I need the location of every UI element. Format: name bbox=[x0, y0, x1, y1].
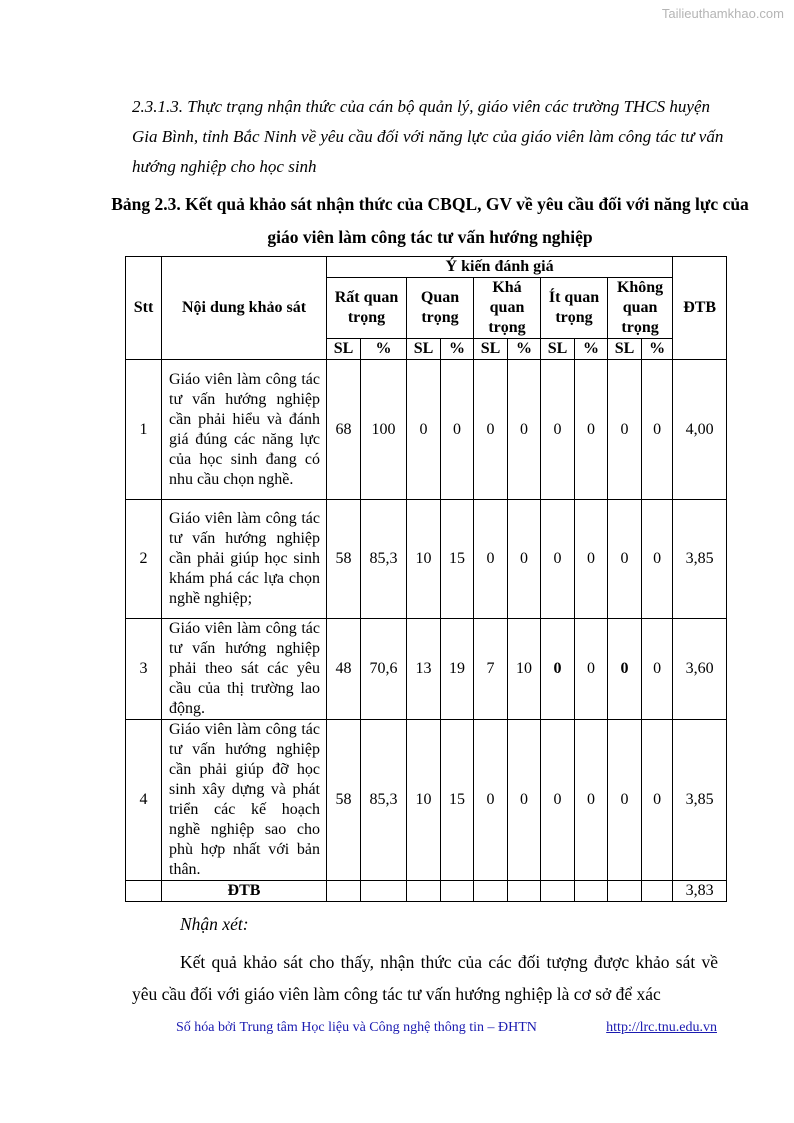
row-content: Giáo viên làm công tác tư vấn hướng nghiệp cần phải giúp đỡ học sinh xây dựng và phát triển các kế hoạch nghề nghiệp sao cho phù hợp nhất với bản thân. bbox=[162, 720, 327, 881]
header-sl: SL bbox=[327, 339, 361, 360]
row-content: Giáo viên làm công tác tư vấn hướng nghiệp cần phải hiểu và đánh giá đúng các năng lực của học sinh đang có nhu cầu chọn nghề. bbox=[162, 360, 327, 500]
cell-value: 0 bbox=[508, 720, 541, 881]
header-sl: SL bbox=[407, 339, 441, 360]
cell-value: 0 bbox=[608, 360, 642, 500]
cell-value: 0 bbox=[575, 360, 608, 500]
cell-value: 7 bbox=[474, 619, 508, 720]
row-dtb: 3,85 bbox=[673, 500, 727, 619]
row-content: Giáo viên làm công tác tư vấn hướng nghiệp phải theo sát các yêu cầu của thị trường lao động. bbox=[162, 619, 327, 720]
row-stt: 3 bbox=[126, 619, 162, 720]
empty-cell bbox=[575, 881, 608, 902]
header-level: Quan trọng bbox=[407, 278, 474, 339]
cell-value: 0 bbox=[608, 500, 642, 619]
header-stt: Stt bbox=[126, 257, 162, 360]
header-sl: SL bbox=[608, 339, 642, 360]
total-row bbox=[126, 881, 727, 902]
cell-value: 0 bbox=[642, 720, 673, 881]
cell-value: 85,3 bbox=[361, 720, 407, 881]
empty-cell bbox=[441, 881, 474, 902]
total-dtb: 3,83 bbox=[673, 881, 727, 902]
header-pct: % bbox=[441, 339, 474, 360]
cell-value: 68 bbox=[327, 360, 361, 500]
header-pct: % bbox=[508, 339, 541, 360]
cell-value: 10 bbox=[508, 619, 541, 720]
row-dtb: 3,85 bbox=[673, 720, 727, 881]
header-level: Rất quan trọng bbox=[327, 278, 407, 339]
empty-cell bbox=[126, 881, 162, 902]
cell-value: 19 bbox=[441, 619, 474, 720]
cell-value: 0 bbox=[642, 500, 673, 619]
cell-value: 0 bbox=[508, 360, 541, 500]
header-pct: % bbox=[642, 339, 673, 360]
cell-value: 0 bbox=[474, 360, 508, 500]
table-title: Bảng 2.3. Kết quả khảo sát nhận thức của CBQL, GV về yêu cầu đối với năng lực của giáo viên làm công tác tư vấn hướng nghiệp bbox=[111, 194, 749, 247]
footer-text: Số hóa bởi Trung tâm Học liệu và Công nghệ thông tin – ĐHTN bbox=[176, 1020, 537, 1035]
row-stt: 4 bbox=[126, 720, 162, 881]
footer bbox=[176, 1020, 717, 1036]
header-level: Khá quan trọng bbox=[474, 278, 541, 339]
header-opinion: Ý kiến đánh giá bbox=[327, 257, 673, 278]
header-content: Nội dung khảo sát bbox=[162, 257, 327, 360]
cell-value: 0 bbox=[575, 720, 608, 881]
empty-cell bbox=[541, 881, 575, 902]
header-level: Không quan trọng bbox=[608, 278, 673, 339]
cell-value: 58 bbox=[327, 720, 361, 881]
cell-value: 0 bbox=[608, 619, 642, 720]
table-row bbox=[126, 360, 727, 500]
footer-link[interactable]: http://lrc.tnu.edu.vn bbox=[606, 1020, 717, 1035]
row-dtb: 4,00 bbox=[673, 360, 727, 500]
watermark: Tailieuthamkhao.com bbox=[661, 6, 784, 21]
empty-cell bbox=[407, 881, 441, 902]
section-heading: 2.3.1.3. Thực trạng nhận thức của cán bộ quản lý, giáo viên các trường THCS huyện Gia Bình, tỉnh Bắc Ninh về yêu cầu đối với năng lực của giáo viên làm công tác tư vấn hướng nghiệp cho học sinh bbox=[132, 97, 724, 176]
table-row bbox=[126, 500, 727, 619]
cell-value: 10 bbox=[407, 500, 441, 619]
cell-value: 0 bbox=[508, 500, 541, 619]
empty-cell bbox=[508, 881, 541, 902]
header-level: Ít quan trọng bbox=[541, 278, 608, 339]
table-row bbox=[126, 619, 727, 720]
cell-value: 15 bbox=[441, 720, 474, 881]
cell-value: 0 bbox=[407, 360, 441, 500]
survey-table bbox=[125, 256, 727, 902]
header-pct: % bbox=[575, 339, 608, 360]
empty-cell bbox=[474, 881, 508, 902]
cell-value: 0 bbox=[541, 360, 575, 500]
header-sl: SL bbox=[474, 339, 508, 360]
cell-value: 0 bbox=[441, 360, 474, 500]
total-label: ĐTB bbox=[162, 881, 327, 902]
row-dtb: 3,60 bbox=[673, 619, 727, 720]
empty-cell bbox=[361, 881, 407, 902]
empty-cell bbox=[642, 881, 673, 902]
cell-value: 10 bbox=[407, 720, 441, 881]
header-pct: % bbox=[361, 339, 407, 360]
cell-value: 0 bbox=[642, 360, 673, 500]
row-stt: 2 bbox=[126, 500, 162, 619]
header-dtb: ĐTB bbox=[673, 257, 727, 360]
cell-value: 85,3 bbox=[361, 500, 407, 619]
cell-value: 0 bbox=[541, 720, 575, 881]
body-paragraph: Kết quả khảo sát cho thấy, nhận thức của các đối tượng được khảo sát về yêu cầu đối với giáo viên làm công tác tư vấn hướng nghiệp là cơ sở để xác bbox=[132, 952, 718, 1004]
empty-cell bbox=[327, 881, 361, 902]
cell-value: 0 bbox=[474, 500, 508, 619]
cell-value: 48 bbox=[327, 619, 361, 720]
cell-value: 0 bbox=[541, 619, 575, 720]
cell-value: 0 bbox=[575, 500, 608, 619]
row-stt: 1 bbox=[126, 360, 162, 500]
remark-label: Nhận xét: bbox=[180, 914, 249, 934]
cell-value: 0 bbox=[608, 720, 642, 881]
cell-value: 0 bbox=[642, 619, 673, 720]
cell-value: 0 bbox=[541, 500, 575, 619]
cell-value: 58 bbox=[327, 500, 361, 619]
table-row bbox=[126, 720, 727, 881]
row-content: Giáo viên làm công tác tư vấn hướng nghiệp cần phải giúp học sinh khám phá các lựa chọn nghề nghiệp; bbox=[162, 500, 327, 619]
cell-value: 0 bbox=[474, 720, 508, 881]
cell-value: 13 bbox=[407, 619, 441, 720]
cell-value: 70,6 bbox=[361, 619, 407, 720]
cell-value: 15 bbox=[441, 500, 474, 619]
cell-value: 0 bbox=[575, 619, 608, 720]
empty-cell bbox=[608, 881, 642, 902]
cell-value: 100 bbox=[361, 360, 407, 500]
header-sl: SL bbox=[541, 339, 575, 360]
